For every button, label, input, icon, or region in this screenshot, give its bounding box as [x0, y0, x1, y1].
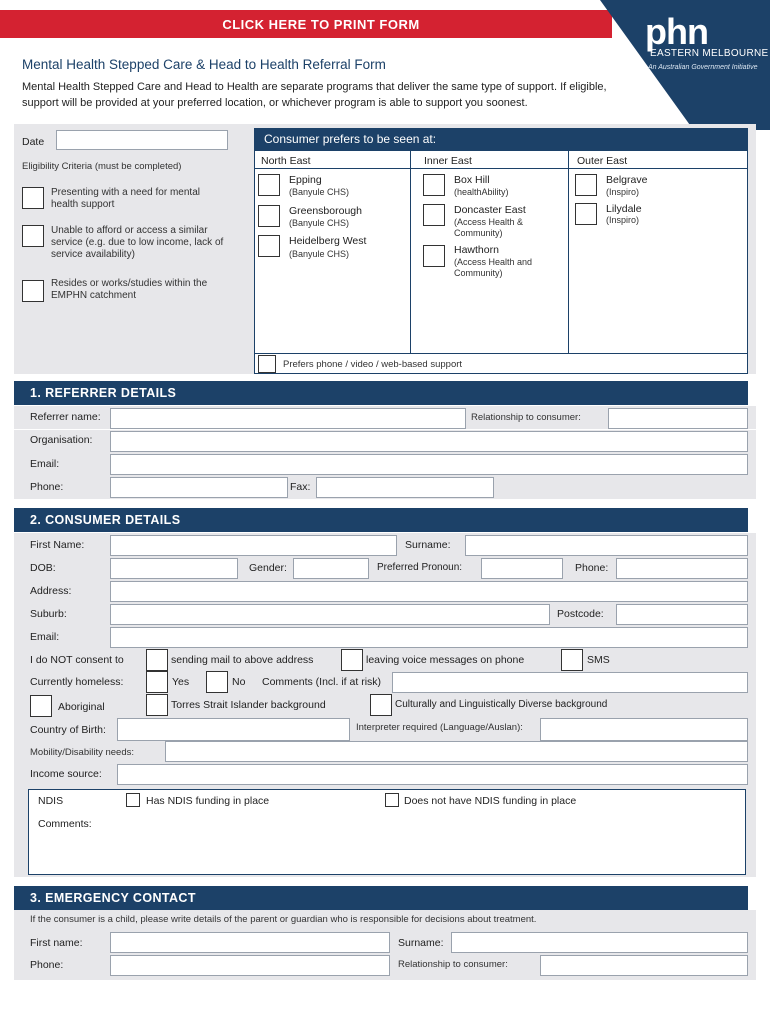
homeless-label: Currently homeless: — [30, 676, 124, 688]
risk-comments-input[interactable] — [392, 672, 748, 693]
column-north-east: North East — [261, 155, 311, 167]
site-belgrave-provider: (Inspiro) — [606, 187, 640, 197]
first-name-input[interactable] — [110, 535, 397, 556]
site-checkbox-epping[interactable] — [258, 174, 280, 196]
dob-label: DOB: — [30, 562, 56, 574]
surname-label: Surname: — [405, 539, 451, 551]
site-lilydale-provider: (Inspiro) — [606, 215, 640, 225]
cald-checkbox[interactable] — [370, 694, 392, 716]
cald-label: Culturally and Linguistically Diverse background — [395, 699, 608, 710]
site-epping: Epping — [289, 174, 322, 186]
ndis-not-checkbox[interactable] — [385, 793, 399, 807]
organisation-input[interactable] — [110, 431, 748, 452]
homeless-no-label: No — [232, 676, 246, 688]
suburb-input[interactable] — [110, 604, 550, 625]
emergency-relationship-label: Relationship to consumer: — [398, 959, 508, 970]
print-form-button[interactable]: CLICK HERE TO PRINT FORM — [0, 10, 612, 38]
surname-input[interactable] — [465, 535, 748, 556]
consumer-phone-label: Phone: — [575, 562, 609, 574]
referrer-email-input[interactable] — [110, 454, 748, 475]
site-lilydale: Lilydale — [606, 203, 642, 215]
pronoun-label: Preferred Pronoun: — [377, 562, 463, 573]
eligibility-checkbox-afford[interactable] — [22, 225, 44, 247]
header-divider — [254, 168, 748, 169]
consent-voice-label: leaving voice messages on phone — [366, 654, 525, 666]
date-input[interactable] — [56, 130, 228, 150]
column-inner-east: Inner East — [424, 155, 472, 167]
gender-input[interactable] — [293, 558, 369, 579]
referrer-phone-label: Phone: — [30, 481, 64, 493]
homeless-yes-label: Yes — [172, 676, 190, 688]
ndis-label: NDIS — [38, 795, 64, 807]
income-source-label: Income source: — [30, 768, 102, 780]
site-heidelberg-west: Heidelberg West — [289, 235, 367, 247]
eligibility-text-catchment: Resides or works/studies within the EMPHN catchment — [51, 278, 208, 301]
aboriginal-checkbox[interactable] — [30, 695, 52, 717]
emergency-section-heading: 3. EMERGENCY CONTACT — [14, 886, 748, 910]
income-source-input[interactable] — [117, 764, 748, 785]
site-hawthorn-provider: (Access Health and Community) — [454, 257, 533, 278]
country-of-birth-input[interactable] — [117, 718, 350, 741]
postcode-input[interactable] — [616, 604, 748, 625]
dob-input[interactable] — [110, 558, 238, 579]
referrer-name-label: Referrer name: — [30, 411, 101, 423]
consumer-phone-input[interactable] — [616, 558, 748, 579]
column-divider — [568, 150, 569, 354]
site-greensborough: Greensborough — [289, 205, 362, 217]
logo-government-tagline: An Australian Government Initiative — [648, 64, 758, 71]
postcode-label: Postcode: — [557, 608, 604, 620]
torres-strait-label: Torres Strait Islander background — [171, 699, 326, 711]
form-title: Mental Health Stepped Care & Head to Health Referral Form — [22, 57, 386, 72]
mobility-input[interactable] — [165, 741, 748, 762]
consumer-section-heading: 2. CONSUMER DETAILS — [14, 508, 748, 532]
eligibility-checkbox-catchment[interactable] — [22, 280, 44, 302]
gender-label: Gender: — [249, 562, 287, 574]
date-label: Date — [22, 136, 45, 148]
interpreter-input[interactable] — [540, 718, 748, 741]
column-outer-east: Outer East — [577, 155, 628, 167]
emergency-note: If the consumer is a child, please write details of the parent or guardian who is responsible for decisions about treatment. — [30, 914, 537, 925]
site-box-hill: Box Hill — [454, 174, 490, 186]
site-belgrave: Belgrave — [606, 174, 648, 186]
consent-sms-checkbox[interactable] — [561, 649, 583, 671]
homeless-yes-checkbox[interactable] — [146, 671, 168, 693]
column-divider — [410, 150, 411, 354]
site-checkbox-box-hill[interactable] — [423, 174, 445, 196]
eligibility-text-need: Presenting with a need for mental health support — [51, 187, 200, 210]
logo-subtitle: EASTERN MELBOURNE — [650, 48, 769, 59]
risk-comments-label: Comments (Incl. if at risk) — [262, 676, 382, 688]
ndis-not-label: Does not have NDIS funding in place — [404, 795, 577, 807]
site-box-hill-provider: (healthAbility) — [454, 187, 509, 197]
consumer-email-input[interactable] — [110, 627, 748, 648]
emergency-phone-input[interactable] — [110, 955, 390, 976]
site-checkbox-hawthorn[interactable] — [423, 245, 445, 267]
consent-sms-label: SMS — [587, 654, 610, 666]
remote-support-checkbox[interactable] — [258, 355, 276, 373]
referrer-relationship-label: Relationship to consumer: — [471, 412, 581, 423]
ndis-has-checkbox[interactable] — [126, 793, 140, 807]
site-greensborough-provider: (Banyule CHS) — [289, 218, 350, 228]
site-doncaster-east: Doncaster East — [454, 204, 526, 216]
first-name-label: First Name: — [30, 539, 85, 551]
consent-label: I do NOT consent to — [30, 654, 124, 666]
referrer-fax-input[interactable] — [316, 477, 494, 498]
site-checkbox-belgrave[interactable] — [575, 174, 597, 196]
consent-mail-checkbox[interactable] — [146, 649, 168, 671]
aboriginal-label: Aboriginal — [58, 701, 105, 713]
ndis-comments-label: Comments: — [38, 818, 92, 830]
pronoun-input[interactable] — [481, 558, 563, 579]
country-of-birth-label: Country of Birth: — [30, 724, 106, 736]
site-doncaster-east-provider: (Access Health & Community) — [454, 217, 524, 238]
homeless-no-checkbox[interactable] — [206, 671, 228, 693]
mobility-label: Mobility/Disability needs: — [30, 747, 135, 758]
site-hawthorn: Hawthorn — [454, 244, 499, 256]
referrer-fax-label: Fax: — [290, 481, 311, 493]
address-input[interactable] — [110, 581, 748, 602]
site-checkbox-greensborough[interactable] — [258, 205, 280, 227]
site-epping-provider: (Banyule CHS) — [289, 187, 350, 197]
form-intro: Mental Health Stepped Care and Head to Health are separate programs that deliver the same type of support. If eligible, support will be provided at your preferred location, or whichever program is able to support you soonest. — [22, 81, 607, 109]
site-checkbox-lilydale[interactable] — [575, 203, 597, 225]
emergency-relationship-input[interactable] — [540, 955, 748, 976]
ndis-has-label: Has NDIS funding in place — [146, 795, 270, 807]
remote-support-label: Prefers phone / video / web-based support — [283, 359, 463, 370]
address-label: Address: — [30, 585, 72, 597]
referrer-name-input[interactable] — [110, 408, 466, 429]
eligibility-text-afford: Unable to afford or access a similar service (e.g. due to low income, lack of service availability) — [51, 225, 224, 260]
organisation-label: Organisation: — [30, 434, 93, 446]
emergency-first-name-label: First name: — [30, 937, 83, 949]
eligibility-criteria-label: Eligibility Criteria (must be completed) — [22, 161, 182, 172]
emergency-surname-input[interactable] — [451, 932, 748, 953]
emergency-surname-label: Surname: — [398, 937, 444, 949]
referrer-relationship-input[interactable] — [608, 408, 748, 429]
phn-logo: phn — [645, 11, 708, 52]
site-checkbox-doncaster-east[interactable] — [423, 204, 445, 226]
referrer-email-label: Email: — [30, 458, 60, 470]
preference-heading: Consumer prefers to be seen at: — [254, 128, 748, 150]
consumer-email-label: Email: — [30, 631, 60, 643]
torres-strait-checkbox[interactable] — [146, 694, 168, 716]
emergency-phone-label: Phone: — [30, 959, 64, 971]
interpreter-label: Interpreter required (Language/Auslan): — [356, 722, 523, 733]
referrer-phone-input[interactable] — [110, 477, 288, 498]
consent-voice-checkbox[interactable] — [341, 649, 363, 671]
site-checkbox-heidelberg-west[interactable] — [258, 235, 280, 257]
suburb-label: Suburb: — [30, 608, 67, 620]
emergency-first-name-input[interactable] — [110, 932, 390, 953]
site-heidelberg-west-provider: (Banyule CHS) — [289, 249, 350, 259]
consent-mail-label: sending mail to above address — [171, 654, 314, 666]
eligibility-checkbox-need[interactable] — [22, 187, 44, 209]
referrer-section-heading: 1. REFERRER DETAILS — [14, 381, 748, 405]
